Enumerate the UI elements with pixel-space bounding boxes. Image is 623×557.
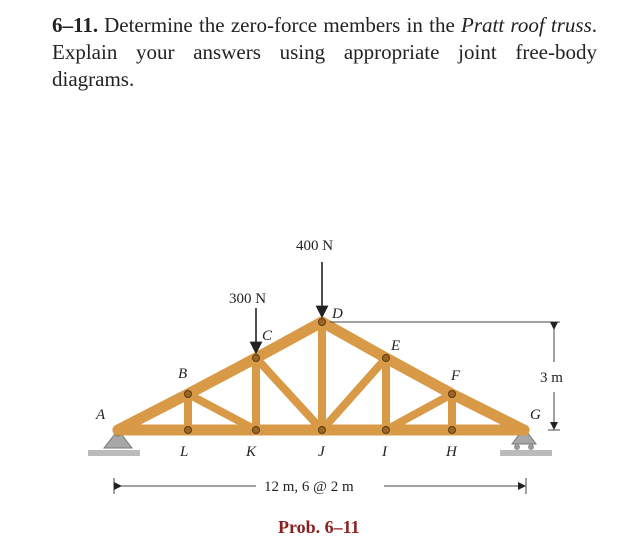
joint-label-l: L — [180, 444, 189, 460]
joint-label-g: G — [530, 407, 541, 423]
problem-text-b: . Explain your answers using appropriate joint free-body diagrams. — [52, 13, 597, 91]
joint-pin-j — [319, 427, 326, 434]
member-bc — [188, 358, 256, 394]
figure-caption: Prob. 6–11 — [278, 517, 360, 537]
load-label-c: 300 N — [229, 291, 267, 307]
height-label: 3 m — [540, 370, 563, 386]
joint-label-b: B — [178, 366, 188, 382]
joint-pin-k — [253, 427, 260, 434]
member-ej — [322, 358, 386, 430]
joint-label-d: D — [332, 306, 343, 322]
joint-label-h: H — [446, 444, 457, 460]
member-cj — [256, 358, 322, 430]
problem-number: 6–11. — [52, 13, 99, 37]
load-label-d: 400 N — [296, 238, 334, 254]
joint-pin-c — [253, 355, 260, 362]
problem-text-italic: Pratt roof truss — [461, 13, 592, 37]
joint-label-j: J — [318, 444, 325, 460]
joint-label-f: F — [451, 368, 461, 384]
member-de — [322, 322, 386, 358]
joint-pin-d — [319, 319, 326, 326]
joint-pin-f — [449, 391, 456, 398]
joint-pin-b — [185, 391, 192, 398]
left-ground — [88, 450, 140, 456]
joint-pin-i — [383, 427, 390, 434]
problem-text-a: Determine the zero-force members in the — [104, 13, 462, 37]
joint-pin-l — [185, 427, 192, 434]
joint-pin-h — [449, 427, 456, 434]
span-label: 12 m, 6 @ 2 m — [264, 479, 354, 495]
joint-label-i: I — [382, 444, 387, 460]
height-dimension — [330, 322, 560, 430]
joint-label-e: E — [391, 338, 401, 354]
joint-label-c: C — [262, 328, 273, 344]
joint-label-a: A — [96, 407, 106, 423]
joint-label-k: K — [246, 444, 257, 460]
joint-pin-e — [383, 355, 390, 362]
right-ground — [500, 450, 552, 456]
member-ef — [386, 358, 452, 394]
